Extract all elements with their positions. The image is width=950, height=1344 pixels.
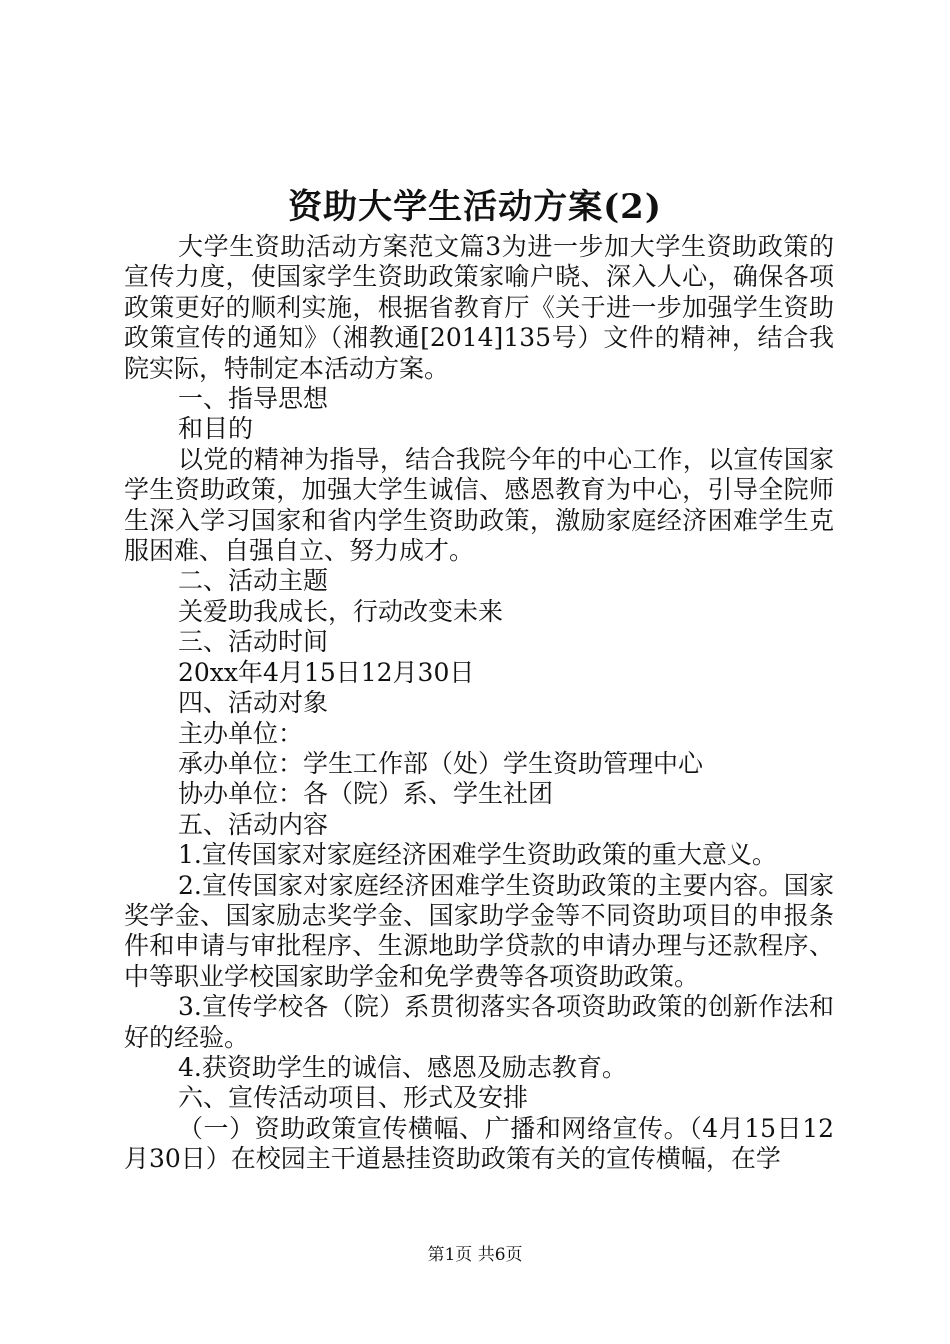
section-heading-guiding-thought: 一、指导思想: [178, 384, 329, 414]
time-text: 20xx年4月15日12月30日: [178, 657, 475, 687]
content-item-4: 4.获资助学生的诚信、感恩及励志教育。: [178, 1052, 627, 1082]
organizer-line: 主办单位：: [178, 718, 304, 748]
content-item-3: 3.宣传学校各（院）系贯彻落实各项资助政策的创新作法和好的经验。: [124, 992, 834, 1052]
section-heading-theme: 二、活动主题: [178, 566, 329, 596]
section-heading-publicity: 六、宣传活动项目、形式及安排: [178, 1083, 529, 1113]
document-title: 资助大学生活动方案(2): [288, 187, 662, 227]
document-body: [124, 232, 834, 1175]
content-item-1: 1.宣传国家对家庭经济困难学生资助政策的重大意义。: [178, 840, 777, 870]
intro-paragraph: 大学生资助活动方案范文篇3为进一步加大学生资助政策的宣传力度，使国家学生资助政策家喻户晓、深入人心，确保各项政策更好的顺利实施，根据省教育厅《关于进一步加强学生资助政策宣传的通知》（湘教通[2014]135号）文件的精神，结合我院实际，特制定本活动方案。: [124, 232, 834, 383]
section-heading-target: 四、活动对象: [178, 688, 329, 718]
section-heading-time: 三、活动时间: [178, 627, 329, 657]
theme-text: 关爱助我成长，行动改变未来: [178, 596, 504, 626]
content-item-2: 2.宣传国家对家庭经济困难学生资助政策的主要内容。国家奖学金、国家励志奖学金、国家助学金等不同资助项目的申报条件和申请与审批程序、生源地助学贷款的申请办理与还款程序、中等职业学校国家助学金和免学费等各项资助政策。: [124, 870, 834, 991]
undertaker-line: 承办单位：学生工作部（处）学生资助管理中心: [178, 748, 704, 778]
page-number-footer: 第1页 共6页: [427, 1245, 523, 1265]
guiding-thought-paragraph: 以党的精神为指导，结合我院今年的中心工作，以宣传国家学生资助政策，加强大学生诚信、感恩教育为中心，引导全院师生深入学习国家和省内学生资助政策，激励家庭经济困难学生克服困难、自强自立、努力成才。: [124, 444, 834, 566]
section-heading-continuation: 和目的: [178, 414, 254, 444]
co-organizer-line: 协办单位：各（院）系、学生社团: [178, 779, 554, 809]
section-heading-content: 五、活动内容: [178, 809, 329, 839]
publicity-item-1: （一）资助政策宣传横幅、广播和网络宣传。（4月15日12月30日）在校园主干道悬挂资助政策有关的宣传横幅，在学: [124, 1113, 834, 1174]
